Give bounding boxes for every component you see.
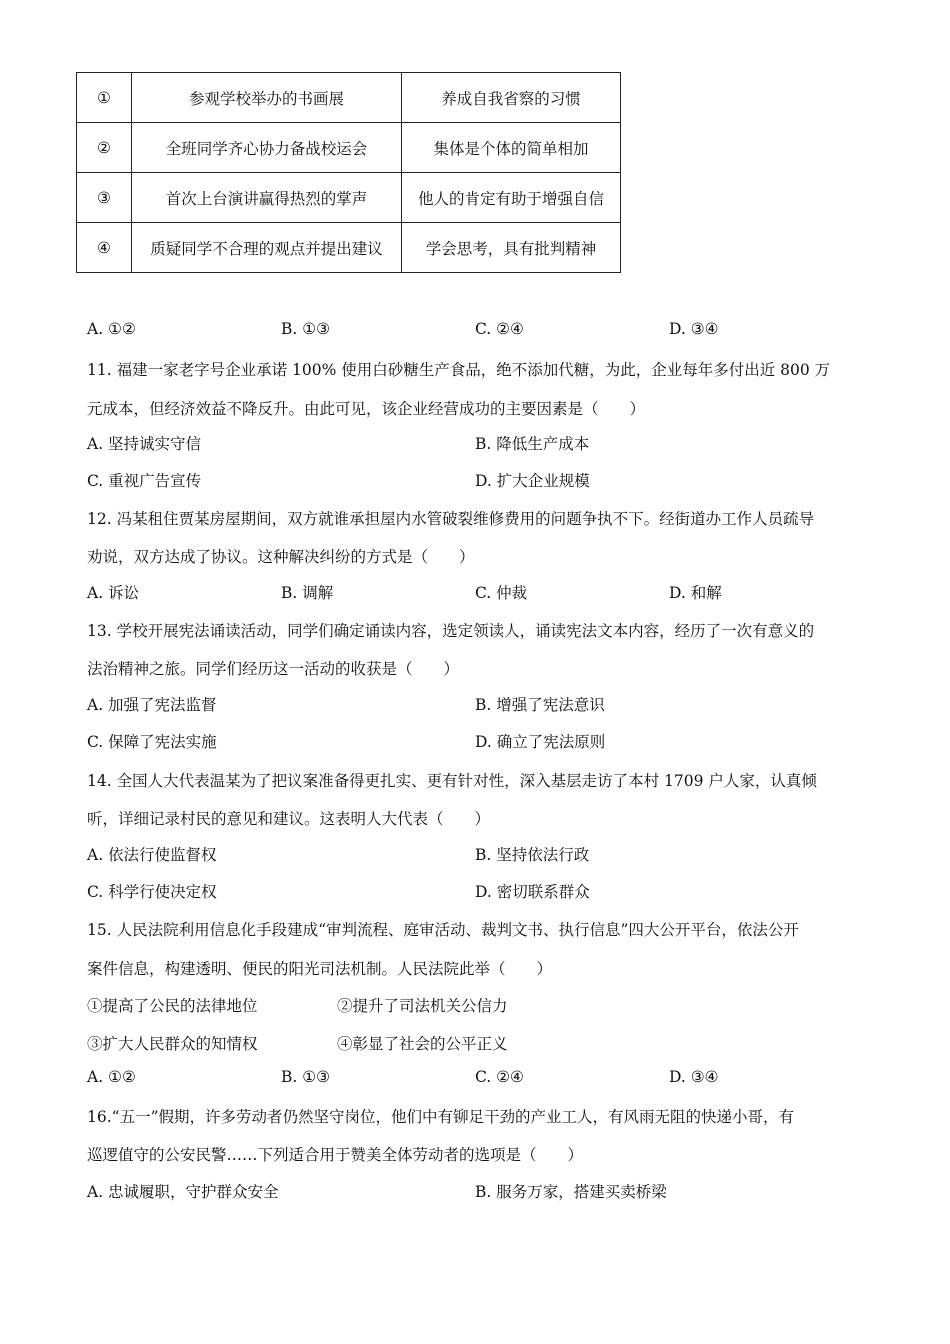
q10-option-c[interactable]: C. ②④: [475, 320, 524, 338]
row-number: ③: [77, 173, 132, 223]
q14-stem-line1: 14. 全国人大代表温某为了把议案准备得更扎实、更有针对性，深入基层走访了本村 1709 户人家，认真倾: [87, 772, 817, 790]
row-number: ②: [77, 123, 132, 173]
q15-statement-4: ④彰显了社会的公平正义: [337, 1035, 508, 1053]
q12-option-c[interactable]: C. 仲裁: [475, 584, 528, 602]
table-row: [77, 223, 621, 273]
q13-option-a[interactable]: A. 加强了宪法监督: [87, 696, 217, 714]
q16-stem-line2: 巡逻值守的公安民警……下列适合用于赞美全体劳动者的选项是（ ）: [87, 1146, 584, 1164]
q13-option-c[interactable]: C. 保障了宪法实施: [87, 733, 217, 751]
row-event: 参观学校举办的书画展: [132, 73, 402, 123]
q11-stem-line1: 11. 福建一家老字号企业承诺 100% 使用白砂糖生产食品，绝不添加代糖，为此，企业每年多付出近 800 万: [87, 361, 831, 379]
q11-option-d[interactable]: D. 扩大企业规模: [475, 472, 590, 490]
q15-option-d[interactable]: D. ③④: [669, 1068, 719, 1086]
row-event: 质疑同学不合理的观点并提出建议: [132, 223, 402, 273]
table-row: [77, 173, 621, 223]
table-row: [77, 73, 621, 123]
q13-stem-line2: 法治精神之旅。同学们经历这一活动的收获是（ ）: [87, 660, 460, 678]
q15-option-b[interactable]: B. ①③: [281, 1068, 331, 1086]
q14-stem-line2: 听，详细记录村民的意见和建议。这表明人大代表（ ）: [87, 810, 491, 828]
q15-statement-1: ①提高了公民的法律地位: [87, 997, 258, 1015]
q11-option-b[interactable]: B. 降低生产成本: [475, 435, 590, 453]
row-event: 全班同学齐心协力备战校运会: [132, 123, 402, 173]
q12-option-d[interactable]: D. 和解: [669, 584, 722, 602]
q13-option-b[interactable]: B. 增强了宪法意识: [475, 696, 605, 714]
q15-statement-3: ③扩大人民群众的知情权: [87, 1035, 258, 1053]
row-insight: 学会思考，具有批判精神: [402, 223, 621, 273]
q10-option-a[interactable]: A. ①②: [87, 320, 136, 338]
q12-stem-line1: 12. 冯某租住贾某房屋期间，双方就谁承担屋内水管破裂维修费用的问题争执不下。经街道办工作人员疏导: [87, 510, 815, 528]
q14-option-d[interactable]: D. 密切联系群众: [475, 883, 590, 901]
q13-stem-line1: 13. 学校开展宪法诵读活动，同学们确定诵读内容，选定领读人，诵读宪法文本内容，经历了一次有意义的: [87, 622, 815, 640]
event-insight-table: [76, 72, 621, 273]
q10-option-b[interactable]: B. ①③: [281, 320, 331, 338]
row-insight: 集体是个体的简单相加: [402, 123, 621, 173]
q16-option-a[interactable]: A. 忠诚履职，守护群众安全: [87, 1183, 279, 1201]
q13-option-d[interactable]: D. 确立了宪法原则: [475, 733, 606, 751]
q12-stem-line2: 劝说，双方达成了协议。这种解决纠纷的方式是（ ）: [87, 548, 475, 566]
table-row: [77, 123, 621, 173]
row-insight: 养成自我省察的习惯: [402, 73, 621, 123]
q15-option-c[interactable]: C. ②④: [475, 1068, 524, 1086]
q11-option-a[interactable]: A. 坚持诚实守信: [87, 435, 202, 453]
row-insight: 他人的肯定有助于增强自信: [402, 173, 621, 223]
q15-statement-2: ②提升了司法机关公信力: [337, 997, 508, 1015]
q15-stem-line1: 15. 人民法院利用信息化手段建成“审判流程、庭审活动、裁判文书、执行信息”四大公开平台，依法公开: [87, 921, 799, 939]
q11-stem-line2: 元成本，但经济效益不降反升。由此可见，该企业经营成功的主要因素是（ ）: [87, 400, 646, 418]
q12-option-a[interactable]: A. 诉讼: [87, 584, 140, 602]
q16-option-b[interactable]: B. 服务万家，搭建买卖桥梁: [475, 1183, 667, 1201]
q14-option-b[interactable]: B. 坚持依法行政: [475, 846, 590, 864]
q14-option-c[interactable]: C. 科学行使决定权: [87, 883, 217, 901]
row-number: ①: [77, 73, 132, 123]
q15-stem-line2: 案件信息，构建透明、便民的阳光司法机制。人民法院此举（ ）: [87, 960, 553, 978]
row-number: ④: [77, 223, 132, 273]
q16-stem-line1: 16.“五一”假期，许多劳动者仍然坚守岗位，他们中有铆足干劲的产业工人，有风雨无阻的快递小哥，有: [87, 1108, 795, 1126]
q10-option-d[interactable]: D. ③④: [669, 320, 719, 338]
q11-option-c[interactable]: C. 重视广告宣传: [87, 472, 202, 490]
q12-option-b[interactable]: B. 调解: [281, 584, 334, 602]
q15-option-a[interactable]: A. ①②: [87, 1068, 136, 1086]
q14-option-a[interactable]: A. 依法行使监督权: [87, 846, 217, 864]
row-event: 首次上台演讲赢得热烈的掌声: [132, 173, 402, 223]
